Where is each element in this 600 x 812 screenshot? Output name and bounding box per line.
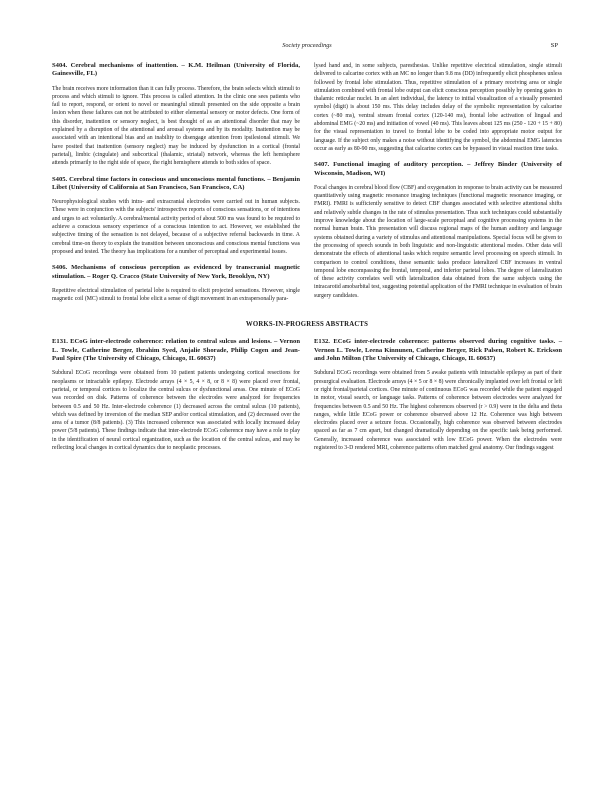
- abstract-e131: [52, 338, 300, 452]
- abstract-body: Focal changes in cerebral blood flow (CBF) and oxygenation in response to brain activity can be measured quantitatively using magnetic resonance imaging techniques (functional magnetic resonance imaging, or FMRI). FMRI is sufficiently sensitive to detect CBF changes associated with selective attentional shifts and relatively subtle changes in the rate of stimulus presentation. Thus such techniques could substantially improve knowledge about the location of large-scale perceptual and cognitive processing systems in the normal human brain. This presentation will discuss regional maps of the human auditory and language systems obtained during a variety of stimulus and attentional manipulations. Special focus will be given to the processing of speech sounds in both linguistic and non-linguistic attentional modes. Other data will demonstrate the effects of attentional tasks which require semantic level processing on speech stimuli. In comparison to control conditions, these semantic tasks produce lateralized CBF increases in ventral temporal lobe encompassing the frontal, temporal, and inferior parietal lobes. The degree of lateralization of these activity correlates well with lateralization data obtained from the same subjects using the intracarotid amobarbital test, suggesting potential application of the FMRI technique in evaluation of brain surgery candidates.: [314, 184, 562, 299]
- abstract-body: Subdural ECoG recordings were obtained from 5 awake patients with intractable epilepsy as part of their presurgical evaluation. Electrode arrays (4 × 5 or 8 × 8) were chronically implanted over left frontal or left or right frontal/parietal cortices. One minute of continuous ECoG was recorded while the patient engaged in motor, visual search, or language tasks. Patterns of coherence between electrodes were analyzed for frequencies between 0.5 and 50 Hz. The highest coherences observed (r > 0.9) were in the delta and theta ranges, while little ECoG power or coherence observed above 12 Hz. Coherence was high between electrodes placed over a seizure focus. Occasionally, high coherence was observed between electrodes spaced as far as 7 cm apart, but changed dramatically depending on the specific task being performed. Generally, increased coherence was associated with low ECoG power. When the electrodes were registered to 3-D rendered MRI, coherence patterns often matched gyral anatomy. Our findings suggest: [314, 370, 562, 451]
- society-abstracts-columns: [52, 62, 562, 311]
- section-heading-wip: WORKS-IN-PROGRESS ABSTRACTS: [245, 321, 369, 329]
- abstract-title: S405. Cerebral time factors in conscious and unconscious mental functions. – Benjamin Libet (University of California at San Francisco, San Francisco, CA): [52, 175, 300, 191]
- abstract-body: lysed hand and, in some subjects, paresthesias. Unlike repetitive electrical stimulation, single stimuli delivered to calcarine cortex with an MC no longer than 9.8 ms (DD) infrequently elicit phosphenes unless followed by frontal lobe stimulation. Thus, repetitive stimulation of a primary receiving area or single stimulation combined with frontal lobe output can elicit conscious perception possibly by opening gates in thalamic reticular nuclei. In an alert individual, the latency to initial visualization of a visually presented symbol (digit) is about 150 ms. This delay includes delay of the symbolic representation by calcarine cortex (~80 ms), ventral stream frontal cortex (120-140 ms), frontal lobe activation of lingual and abdominal EMG (~20 ms) and initiation of vowel (40 ms). This leaves about 125 ms (250 - 120 + 15 + 80) for the visual representation to travel to frontal lobe to be coded into appropriate motor output for language. If the subject only makes a noise without identifying the symbol, the abdominal EMG latencies occur as early as 80-90 ms, suggesting that calcarine cortex can be bypassed in visual reaction time tasks.: [314, 63, 562, 152]
- wip-abstracts-columns: [52, 338, 562, 460]
- running-head-title: Society proceedings: [282, 42, 332, 49]
- abstract-s406-continued: [314, 62, 562, 153]
- abstract-title: E132. ECoG inter-electrode coherence: patterns observed during cognitive tasks. – Vernon L. Towle, Leena Kinnunen, Catherine Berger, Rick Palsen, Robert K. Erickson and John Milton (The University of Chicago, Chicago, IL 60637): [314, 338, 562, 363]
- abstract-s407: [314, 161, 562, 300]
- abstract-s404: [52, 62, 300, 168]
- abstract-body: Repetitive electrical stimulation of parietal lobe is required to elicit projected sensations. However, single magnetic coil (MC) stimuli to frontal lobe elicit a sense of digit movement in an extrapersonally para-: [52, 287, 300, 303]
- abstract-title: S407. Functional imaging of auditory perception. – Jeffrey Binder (University of Wisconsin, Madison, WI): [314, 161, 562, 177]
- abstract-title: E131. ECoG inter-electrode coherence: relation to central sulcus and lesions. – Vernon L. Towle, Catherine Berger, Ibrahim Syed, Anjalie Shorade, Philip Cogen and Jean-Paul Spire (The University of Chicago, Chicago, IL 60637): [52, 338, 300, 363]
- wip-left-column: [52, 338, 300, 460]
- running-head: [52, 42, 562, 56]
- abstract-body: The brain receives more information than it can fully process. Therefore, the brain selects which stimuli to process and which stimuli to ignore. This process is called attention. In the clinic one sees patients who fail to report, respond, or orient to novel or meaningful stimuli presented on the side opposite a brain lesion when these failures can not be attributed to either elemental sensory or motor defects. One form of this disorder, inattention or sensory neglect, is best thought of as an attentional disorder that may be explained by a disruption of the attentional and arousal systems and by its modality. Inattention may be associated with an intentional bias and an inability to disengage attention from ipsilesional stimuli. We have posited that inattention (sensory neglect) may be induced by dysfunction in a cortical (frontal parietal), limbic (cingulate) and subcortical (thalamic, striatal) network, whereas the left hemisphere attends primarily to the right side of space, the right hemisphere attends to both sides of space.: [52, 85, 300, 167]
- wip-right-column: [314, 338, 562, 460]
- left-column: [52, 62, 300, 311]
- right-column: [314, 62, 562, 311]
- page-number: SP: [550, 42, 558, 49]
- abstract-body: Neurophysiological studies with intra- and extracranial electrodes were carried out in human subjects. These were in conjunction with the subjects' introspective reports of conscious sensations, or of intentions and urges to act voluntarily. A cerebral/mental activity period of about 500 ms was found to be required to achieve a conscious sensory experience of a conscious intention to act. However, we established the subjective timing of the sensation is not delayed, because of a subjective referral backwards in time. A cerebral time-on theory to explain the transition between unconscious and conscious mental functions was proposed and tested. The theory has implications for a number of perceptual and experimental issues.: [52, 199, 300, 255]
- abstract-s406: [52, 264, 300, 303]
- abstract-title: S404. Cerebral mechanisms of inattention. – K.M. Heilman (University of Florida, Gainesville, FL): [52, 62, 300, 78]
- abstract-e132: [314, 338, 562, 452]
- abstract-s405: [52, 176, 300, 257]
- abstract-body: Subdural ECoG recordings were obtained from 10 patient patients undergoing cortical resections for neoplasms or intractable epilepsy. Electrode arrays (4 × 5, 4 × 8, or 8 × 8) were placed over frontal, parietal, or temporal cortices to localize the central sulcus or dysfunctional areas. One minute of ECoG was recorded on disk. Patterns of coherence between the electrodes were analyzed for frequencies between 0.5 and 50 Hz. Inter-electrode coherence (1) decreased across the central sulcus (10 patients), which was defined by inversion of the median SEP and/or cortical stimulation, and (2) decreased over the area of a tumor (8/8 patients). (3) This increased coherence was associated with locally increased delay power (5/8 patients). These findings indicate that inter-electrode ECoG coherence may have a role to play in the identification of neural cortical organization, such as the location of the central sulcus, and may be reflecting local changes in cortical dynamics due to neoplastic processes.: [52, 370, 300, 451]
- abstract-title: S406. Mechanisms of conscious perception as evidenced by transcranial magnetic stimulation. – Roger Q. Cracco (State University of New York, Brooklyn, NY): [52, 264, 300, 280]
